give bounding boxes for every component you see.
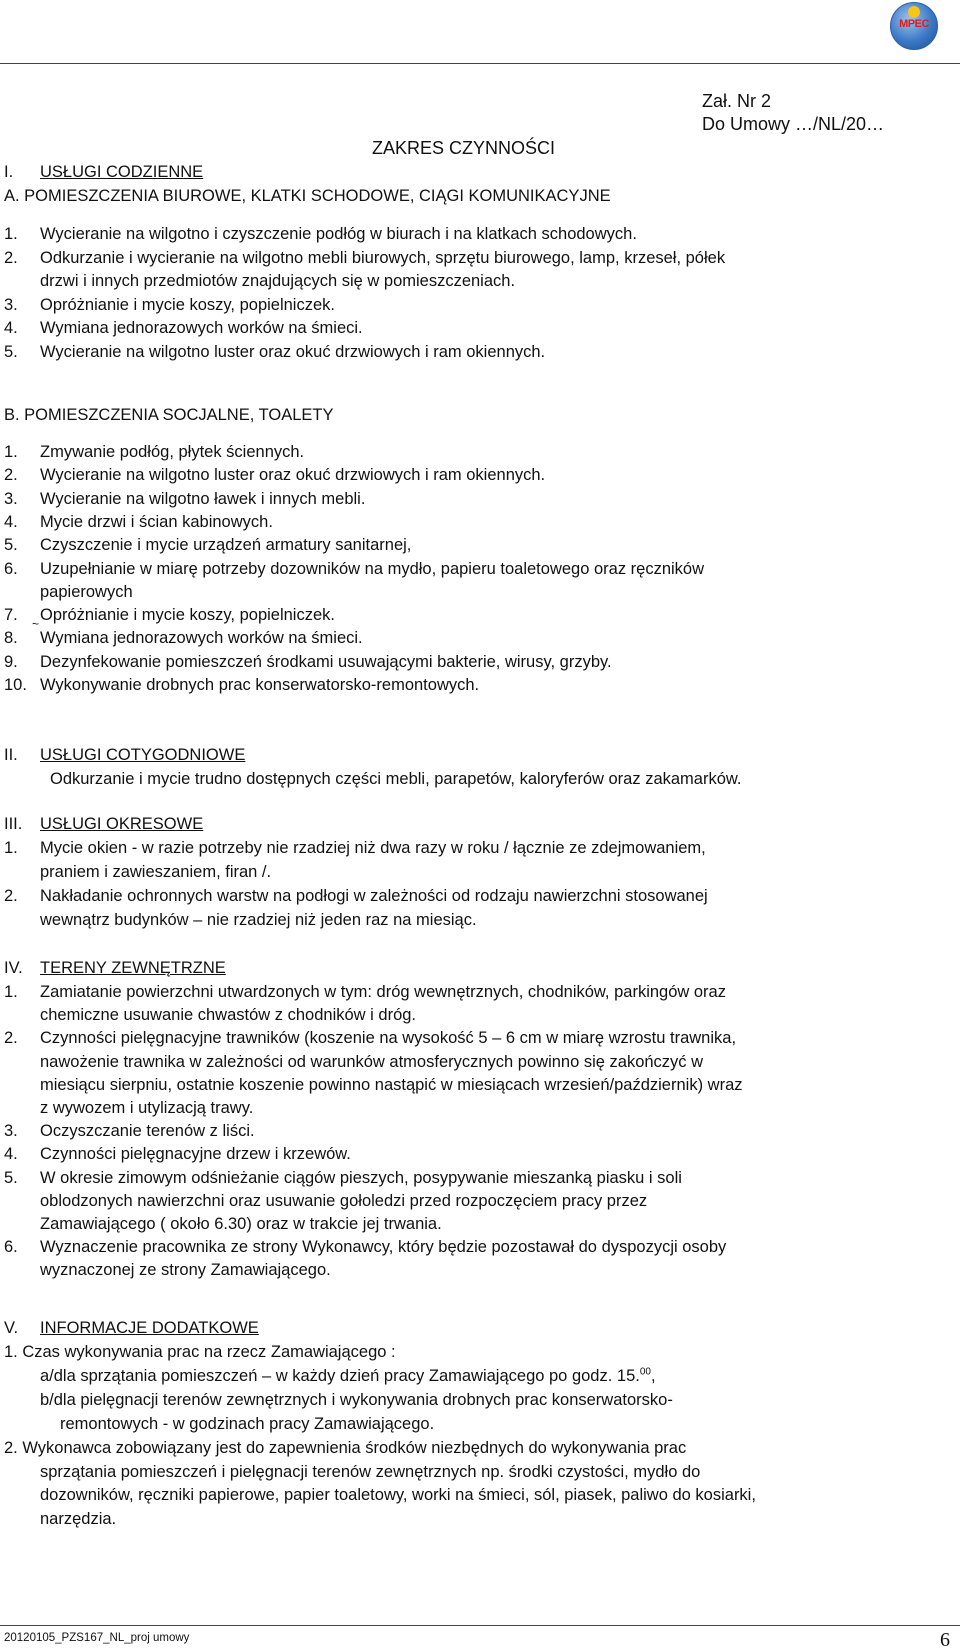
list-item-number: 8.	[4, 629, 18, 648]
list-item-text: Wycieranie na wilgotno ławek i innych mebli.	[40, 489, 366, 508]
list-item-number: 5.	[4, 342, 18, 361]
list-item-text: Czynności pielęgnacyjne trawników (koszenie na wysokość 5 – 6 cm w miarę wzrostu trawnika,	[40, 1029, 737, 1048]
page-number: 6	[940, 1629, 950, 1651]
section-1-number: I.	[4, 163, 14, 181]
list-item-number: 10.	[4, 676, 27, 694]
list-item-number: 2.	[4, 248, 18, 267]
info-item-2-line: sprzątania pomieszczeń i pielęgnacji terenów zewnętrznych np. środki czystości, mydło do	[40, 1462, 701, 1481]
list-item-text: Mycie okien - w razie potrzeby nie rzadziej niż dwa razy w roku / łącznie ze zdejmowaniem,	[40, 839, 706, 857]
info-item-1a-sup: 00	[639, 1366, 651, 1378]
info-item-2-line: narzędzia.	[40, 1509, 117, 1528]
info-item-1b-line-1: b/dla pielęgnacji terenów zewnętrznych i wykonywania drobnych prac konserwatorsko-	[40, 1391, 673, 1409]
list-item-text: Oczyszczanie terenów z liści.	[40, 1122, 255, 1141]
list-item-text: praniem i zawieszaniem, firan /.	[40, 862, 272, 881]
stray-mark: ~	[32, 617, 40, 631]
list-item-number: 4.	[4, 1145, 18, 1164]
footer-divider	[0, 1625, 960, 1626]
list-item-number: 6.	[4, 1238, 18, 1257]
section-2-number: II.	[4, 746, 18, 764]
section-3-number: III.	[4, 815, 23, 833]
list-item-text: papierowych	[40, 582, 133, 601]
list-item-number: 4.	[4, 512, 18, 531]
list-item-number: 4.	[4, 319, 18, 337]
list-item-text: Wymiana jednorazowych worków na śmieci.	[40, 319, 363, 337]
list-item-text: Zmywanie podłóg, płytek ściennych.	[40, 443, 305, 461]
list-item-text: drzwi i innych przedmiotów znajdujących się w pomieszczeniach.	[40, 272, 516, 290]
list-item-text: Nakładanie ochronnych warstw na podłogi w zależności od rodzaju nawierzchni stosowanej	[40, 887, 708, 905]
section-1-heading: USŁUGI CODZIENNE	[40, 163, 204, 181]
company-logo	[890, 2, 938, 50]
list-item-text: nawożenie trawnika w zależności od warunków atmosferycznych powinno się zakończyć w	[40, 1052, 704, 1071]
info-item-1b-line-2: remontowych - w godzinach pracy Zamawiającego.	[60, 1415, 435, 1433]
list-item-number: 6.	[4, 559, 18, 578]
list-item-text: W okresie zimowym odśnieżanie ciągów pieszych, posypywanie mieszanką piasku i soli	[40, 1168, 682, 1187]
info-item-2-line: dozowników, ręczniki papierowe, papier toaletowy, worki na śmieci, sól, piasek, paliwo do kosiarki,	[40, 1486, 756, 1504]
list-item-text: chemiczne usuwanie chwastów z chodników i dróg.	[40, 1006, 417, 1025]
list-item-text: Zamiatanie powierzchni utwardzonych w tym: dróg wewnętrznych, chodników, parkingów oraz	[40, 983, 726, 1001]
list-item-number: 2.	[4, 466, 18, 485]
section-5-heading: INFORMACJE DODATKOWE	[40, 1319, 259, 1337]
footer-filename: 20120105_PZS167_NL_proj umowy	[4, 1632, 190, 1644]
page-title: ZAKRES CZYNNOŚCI	[372, 138, 556, 158]
list-item-number: 2.	[4, 887, 18, 905]
sun-icon	[908, 6, 920, 18]
list-item-text: Uzupełnianie w miarę potrzeby dozowników na mydło, papieru toaletowego oraz ręczników	[40, 559, 705, 578]
list-item-text: Odkurzanie i wycieranie na wilgotno mebli biurowych, sprzętu biurowego, lamp, krzeseł, półek	[40, 248, 726, 267]
list-item-number: 1.	[4, 983, 18, 1001]
list-item-text: Wycieranie na wilgotno luster oraz okuć drzwiowych i ram okiennych.	[40, 342, 546, 361]
list-item-text: Czyszczenie i mycie urządzeń armatury sanitarnej,	[40, 536, 412, 555]
section-4-heading: TERENY ZEWNĘTRZNE	[40, 959, 226, 977]
list-item-text: z wywozem i utylizacją trawy.	[40, 1099, 254, 1117]
info-item-1a	[40, 1366, 656, 1386]
list-item-number: 3.	[4, 489, 18, 508]
list-item-text: Dezynfekowanie pomieszczeń środkami usuwającymi bakterie, wirusy, grzyby.	[40, 652, 612, 671]
list-item-number: 1.	[4, 443, 18, 461]
list-item-text: wewnątrz budynków – nie rzadziej niż jeden raz na miesiąc.	[40, 910, 477, 929]
section-2-text: Odkurzanie i mycie trudno dostępnych części mebli, parapetów, kaloryferów oraz zakamarków.	[50, 770, 742, 788]
list-item-number: 1.	[4, 839, 18, 857]
list-item-text: Wykonywanie drobnych prac konserwatorsko-remontowych.	[40, 676, 480, 694]
section-3-heading: USŁUGI OKRESOWE	[40, 815, 204, 833]
subsection-b-heading: B. POMIESZCZENIA SOCJALNE, TOALETY	[4, 406, 334, 424]
section-5-number: V.	[4, 1319, 19, 1337]
list-item-text: Zamawiającego ( około 6.30) oraz w trakcie jej trwania.	[40, 1215, 442, 1233]
list-item-number: 3.	[4, 295, 18, 314]
list-item-text: wyznaczonej ze strony Zamawiającego.	[40, 1261, 331, 1280]
info-item-2-line: 2. Wykonawca zobowiązany jest do zapewnienia środków niezbędnych do wykonywania prac	[4, 1439, 687, 1457]
section-4-number: IV.	[4, 959, 23, 977]
list-item-text: Wyznaczenie pracownika ze strony Wykonawcy, który będzie pozostawał do dyspozycji osoby	[40, 1238, 727, 1257]
list-item-text: Wycieranie na wilgotno i czyszczenie podłóg w biurach i na klatkach schodowych.	[40, 225, 637, 243]
list-item-number: 5.	[4, 536, 18, 555]
attachment-label: Zał. Nr 2	[702, 91, 772, 111]
list-item-text: Wycieranie na wilgotno luster oraz okuć drzwiowych i ram okiennych.	[40, 466, 546, 485]
list-item-number: 9.	[4, 652, 18, 671]
list-item-text: Wymiana jednorazowych worków na śmieci.	[40, 629, 363, 648]
subsection-a-heading: A. POMIESZCZENIA BIUROWE, KLATKI SCHODOWE, CIĄGI KOMUNIKACYJNE	[4, 187, 611, 205]
list-item-number: 2.	[4, 1029, 18, 1048]
list-item-text: Czynności pielęgnacyjne drzew i krzewów.	[40, 1145, 351, 1164]
list-item-text: Mycie drzwi i ścian kabinowych.	[40, 512, 273, 531]
list-item-number: 5.	[4, 1168, 18, 1187]
list-item-number: 1.	[4, 225, 18, 243]
list-item-text: Opróżnianie i mycie koszy, popielniczek.	[40, 606, 335, 625]
section-2-heading: USŁUGI COTYGODNIOWE	[40, 746, 246, 764]
info-item-1: 1. Czas wykonywania prac na rzecz Zamawiającego :	[4, 1343, 396, 1361]
info-item-1a-end: ,	[650, 1367, 656, 1385]
logo-text: MPEC	[899, 18, 929, 30]
list-item-number: 7.	[4, 606, 18, 625]
list-item-number: 3.	[4, 1122, 18, 1141]
header-divider	[0, 63, 960, 64]
list-item-text: Opróżnianie i mycie koszy, popielniczek.	[40, 295, 335, 314]
list-item-text: miesiącu sierpniu, ostatnie koszenie powinno nastąpić w miesiącach wrzesień/październik) wraz	[40, 1075, 743, 1094]
info-item-1a-text: a/dla sprzątania pomieszczeń – w każdy dzień pracy Zamawiającego po godz. 15.	[40, 1367, 640, 1385]
contract-ref: Do Umowy …/NL/20…	[702, 114, 885, 134]
list-item-text: oblodzonych nawierzchni oraz usuwanie gołoledzi przed rozpoczęciem pracy przez	[40, 1191, 648, 1210]
